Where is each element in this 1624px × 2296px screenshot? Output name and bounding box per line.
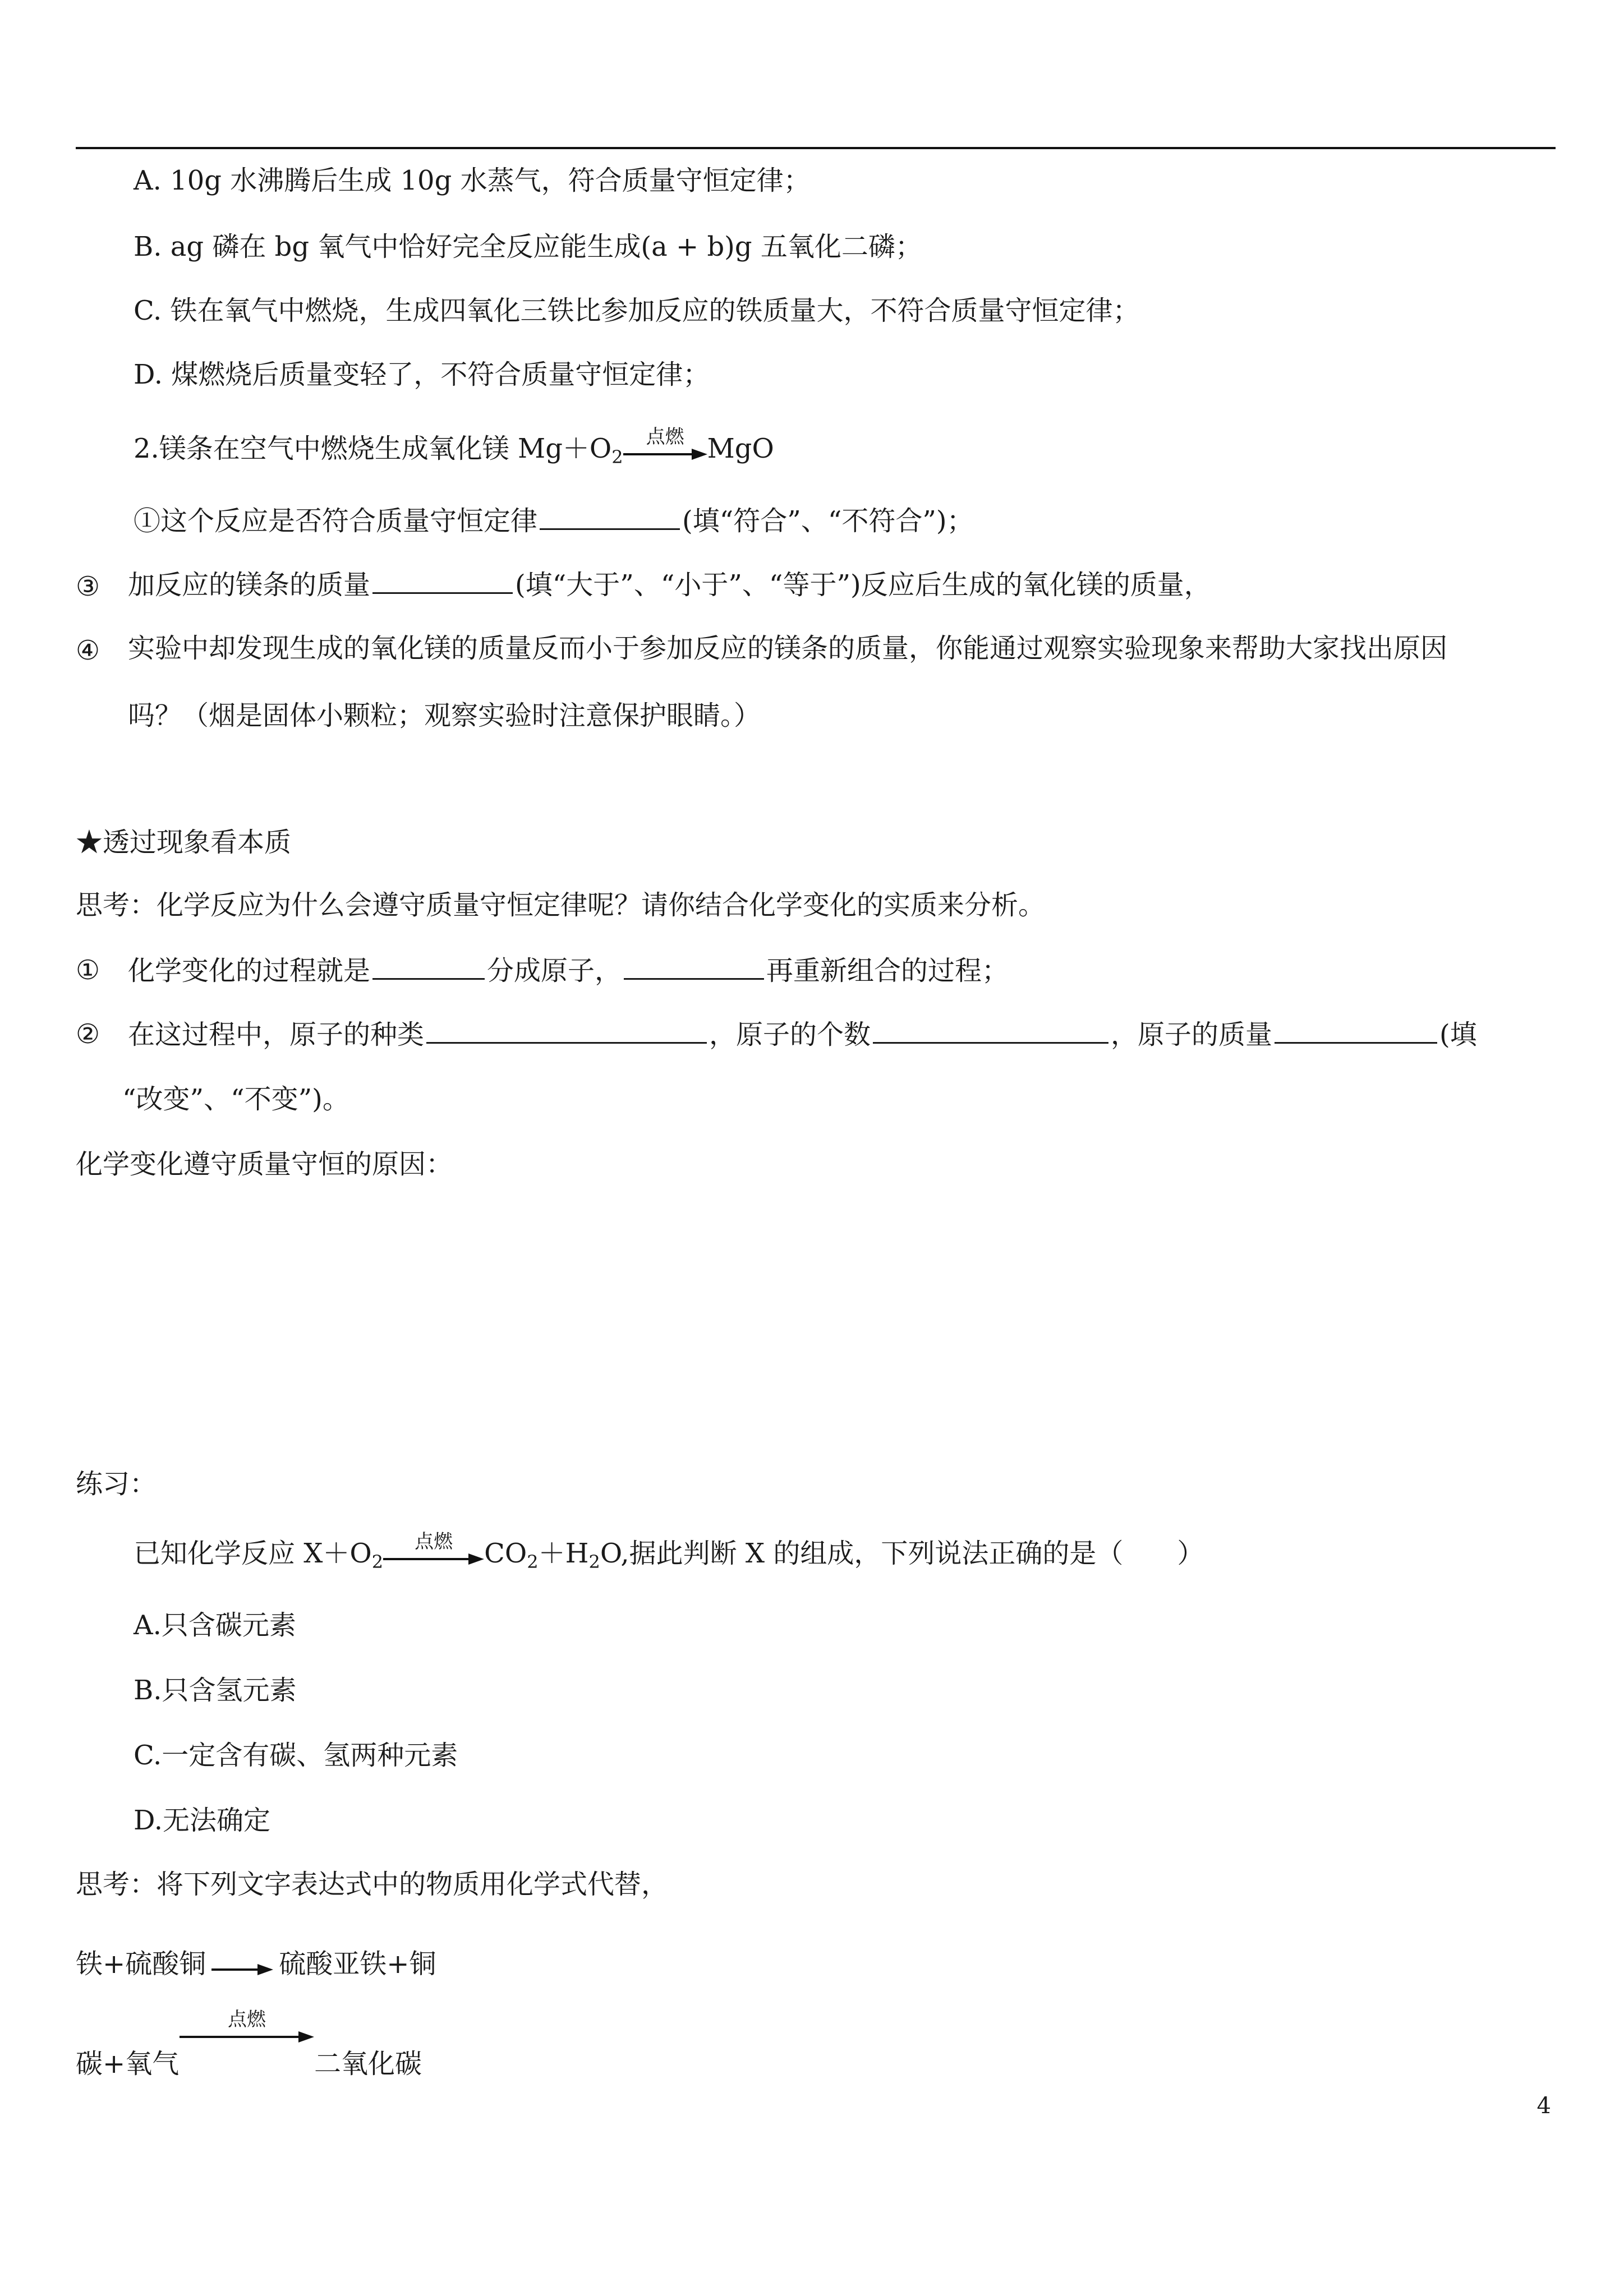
essence-item2 [128, 1017, 1477, 1052]
answer-blank[interactable] [426, 1017, 707, 1044]
essence-item1-b: 分成原子， [487, 955, 622, 986]
q2-item1-hint: (填“符合”、“不符合”)； [682, 505, 974, 537]
eq1-left: 铁+硫酸铜 [76, 1948, 206, 1980]
answer-blank[interactable] [372, 953, 485, 980]
answer-blank[interactable] [372, 568, 513, 594]
stem-pre: 已知化学反应 X＋O [134, 1538, 372, 1569]
stem-co: CO [484, 1538, 527, 1569]
essence-item2-d: (填 [1439, 1019, 1477, 1050]
practice-stem [134, 1530, 1204, 1579]
q2-equation [134, 425, 774, 474]
essence-item2-c: ，原子的质量 [1111, 1019, 1273, 1050]
arrow-label: 点燃 [646, 425, 684, 448]
option-b: B. ag 磷在 bg 氧气中恰好完全反应能生成(a + b)g 五氧化二磷； [134, 231, 922, 262]
q2-item3-hint: (填“大于”、“小于”、“等于”)反应后生成的氧化镁的质量， [515, 569, 1211, 601]
stem-post: O,据此判断 X 的组成，下列说法正确的是（ ） [600, 1538, 1204, 1569]
eq1-right: 硫酸亚铁+铜 [279, 1948, 436, 1980]
stem-sub: 2 [371, 1551, 384, 1573]
section-title: ★透过现象看本质 [76, 827, 292, 858]
q2-item3-text: 加反应的镁条的质量 [128, 569, 371, 601]
replace-prompt: 思考：将下列文字表达式中的物质用化学式代替， [76, 1869, 669, 1900]
essence-item1 [128, 953, 1009, 988]
practice-option-b[interactable]: B.只含氢元素 [134, 1675, 297, 1706]
practice-option-d[interactable]: D.无法确定 [134, 1805, 271, 1836]
answer-blank[interactable] [873, 1017, 1108, 1044]
essence-item2-number: ② [76, 1018, 100, 1050]
arrow-label: 点燃 [415, 1530, 453, 1553]
q2-item4-number: ④ [76, 635, 100, 666]
reaction-arrow [623, 425, 707, 468]
q2-item1 [134, 504, 974, 538]
q2-sub: 2 [611, 446, 623, 468]
think-prompt: 思考：化学反应为什么会遵守质量守恒定律呢？请你结合化学变化的实质来分析。 [76, 889, 1046, 921]
q2-prefix: 2.镁条在空气中燃烧生成氧化镁 Mg＋O [134, 433, 612, 464]
reaction-arrow [383, 1530, 484, 1573]
reaction-arrow [211, 1949, 273, 1983]
answer-blank[interactable] [540, 504, 680, 530]
answer-blank[interactable] [1275, 1017, 1437, 1044]
essence-item2-a: 在这过程中，原子的种类 [128, 1019, 425, 1050]
q2-item4-line1: 实验中却发现生成的氧化镁的质量反而小于参加反应的镁条的质量，你能通过观察实验现象来帮助大家找出原因 [128, 633, 1448, 664]
practice-option-c[interactable]: C.一定含有碳、氢两种元素 [134, 1740, 458, 1771]
essence-item2-line2: “改变”、“不变”)。 [122, 1084, 349, 1115]
stem-sub: 2 [588, 1551, 600, 1573]
answer-blank[interactable] [624, 953, 764, 980]
header-rule [76, 147, 1556, 149]
practice-title: 练习： [76, 1468, 157, 1500]
eq2-right: 二氧化碳 [314, 2048, 422, 2080]
q2-item3 [128, 568, 1211, 602]
reaction-arrow [180, 2008, 314, 2050]
word-equation-1 [76, 1947, 436, 1983]
essence-item1-a: 化学变化的过程就是 [128, 955, 371, 986]
reason-prompt: 化学变化遵守质量守恒的原因： [76, 1149, 453, 1180]
q2-product: MgO [707, 433, 774, 464]
essence-item2-b: ，原子的个数 [709, 1019, 871, 1050]
q2-item3-number: ③ [76, 571, 100, 602]
stem-sub: 2 [527, 1551, 539, 1573]
option-c: C. 铁在氧气中燃烧，生成四氧化三铁比参加反应的铁质量大，不符合质量守恒定律； [134, 295, 1140, 326]
page-number: 4 [1536, 2093, 1551, 2119]
essence-item1-number: ① [76, 955, 100, 986]
q2-item1-text: ①这个反应是否符合质量守恒定律 [134, 505, 538, 537]
option-a: A. 10g 水沸腾后生成 10g 水蒸气，符合质量守恒定律； [134, 165, 811, 196]
arrow-label: 点燃 [228, 2008, 266, 2031]
eq2-left: 碳+氧气 [76, 2048, 180, 2080]
stem-h: ＋H [538, 1538, 589, 1569]
q2-item4-line2: 吗？（烟是固体小颗粒；观察实验时注意保护眼睛。） [128, 700, 761, 731]
practice-option-a[interactable]: A.只含碳元素 [134, 1610, 296, 1641]
word-equation-2 [76, 2047, 179, 2081]
essence-item1-c: 再重新组合的过程； [766, 955, 1009, 986]
option-d: D. 煤燃烧后质量变轻了，不符合质量守恒定律； [134, 359, 710, 390]
